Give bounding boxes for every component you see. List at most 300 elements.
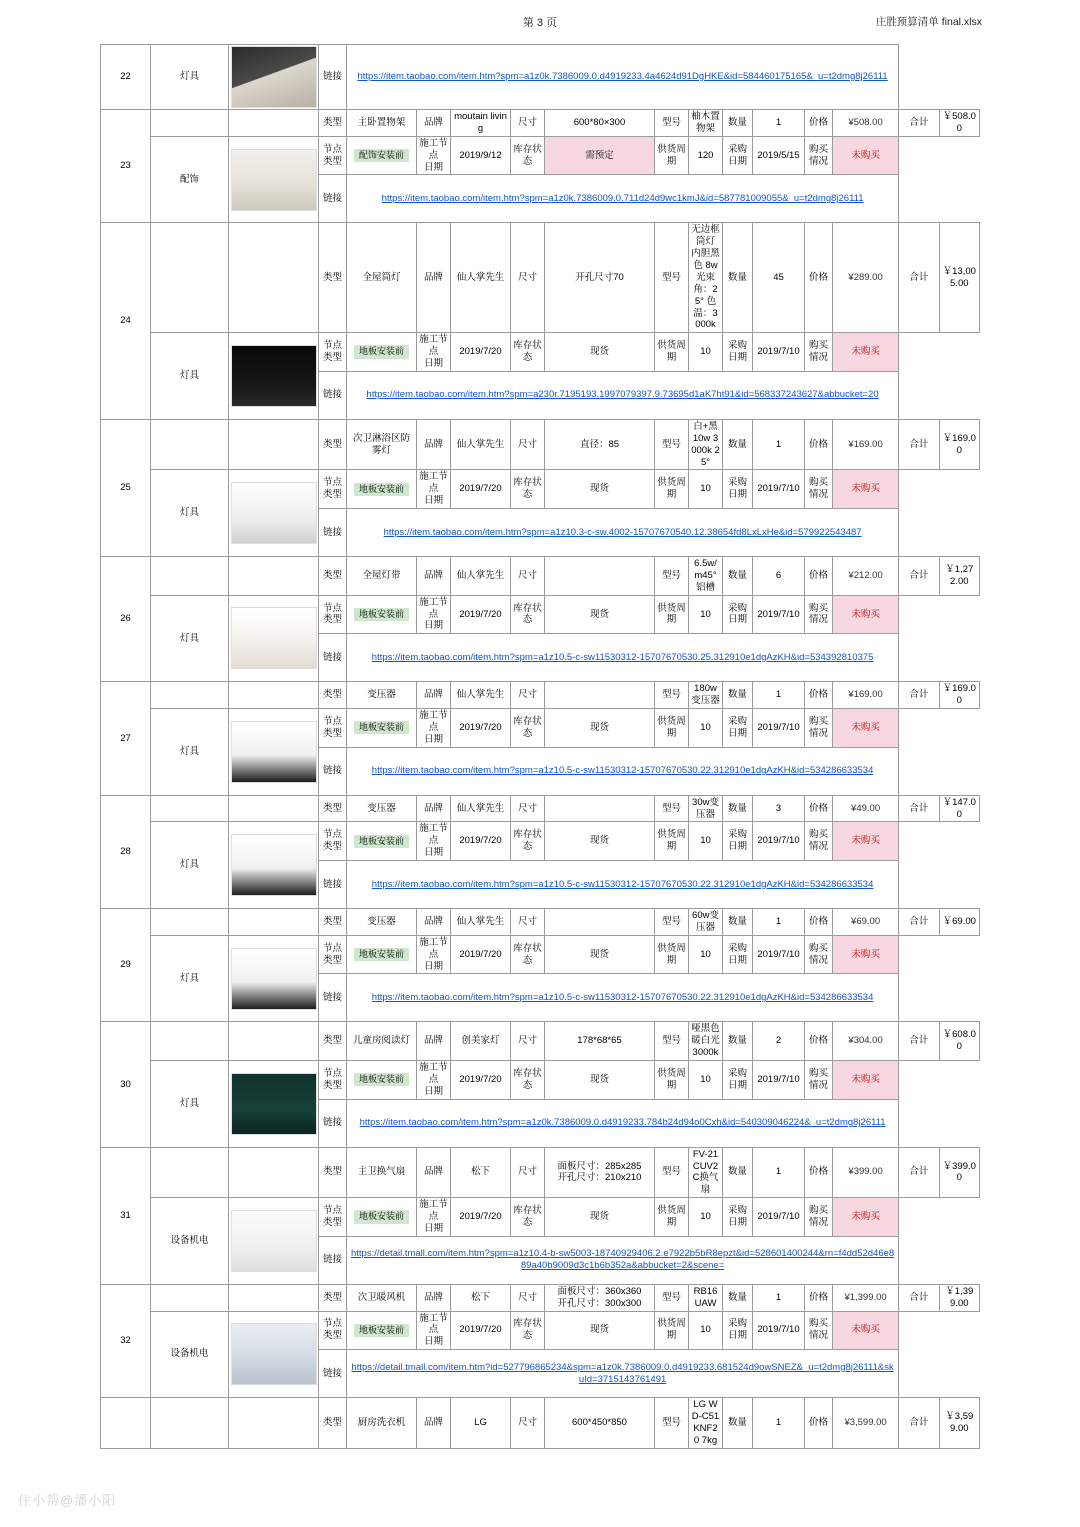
value-qty: 3 bbox=[753, 795, 805, 822]
label-brand: 品牌 bbox=[417, 110, 451, 137]
label-construction-date: 施工节点 日期 bbox=[417, 822, 451, 861]
product-thumbnail bbox=[231, 482, 317, 544]
row-category: 灯具 bbox=[151, 333, 229, 420]
value-supply-cycle: 10 bbox=[689, 822, 723, 861]
row-image-spacer bbox=[229, 909, 319, 936]
label-model: 型号 bbox=[655, 1147, 689, 1198]
value-supply-cycle: 10 bbox=[689, 1311, 723, 1350]
value-price: ¥169.00 bbox=[833, 682, 899, 709]
value-size: 600*450*850 bbox=[545, 1398, 655, 1449]
row-type-head bbox=[151, 795, 229, 822]
value-total: ￥169.00 bbox=[939, 682, 979, 709]
row-image-spacer bbox=[229, 795, 319, 822]
label-supply-cycle: 供货周期 bbox=[655, 822, 689, 861]
label-purchase-date: 采购日期 bbox=[723, 333, 753, 372]
value-model: 6.5w/m45°铝槽 bbox=[689, 557, 723, 596]
value-model: LG WD-C51KNF20 7kg bbox=[689, 1398, 723, 1449]
value-size bbox=[545, 795, 655, 822]
row-index: 22 bbox=[101, 45, 151, 110]
label-price: 价格 bbox=[805, 1022, 833, 1061]
value-model: FV-21CUV2C换气扇 bbox=[689, 1147, 723, 1198]
row-image bbox=[229, 1311, 319, 1398]
product-link[interactable]: https://detail.tmall.com/item.htm?spm=a1z10.4-b-sw5003-18740929406.2.e7922b5bR8epzt&id=528601400244&rn=f4dd52d46e889a40b9009d3c1b6b352a&abbucket=2&scene= bbox=[347, 1236, 899, 1284]
value-purchase-date: 2019/5/15 bbox=[753, 136, 805, 175]
label-node-type: 节点 类型 bbox=[319, 935, 347, 974]
label-purchase-date: 采购日期 bbox=[723, 935, 753, 974]
row-index: 23 bbox=[101, 110, 151, 223]
label-link: 链接 bbox=[319, 371, 347, 419]
value-purchase-status: 未购买 bbox=[833, 1198, 899, 1237]
value-supply-cycle: 10 bbox=[689, 470, 723, 509]
label-brand: 品牌 bbox=[417, 1284, 451, 1311]
value-purchase-status: 未购买 bbox=[833, 822, 899, 861]
value-price: ¥289.00 bbox=[833, 223, 899, 333]
label-model: 型号 bbox=[655, 419, 689, 470]
row-image bbox=[229, 1061, 319, 1148]
value-stock: 现货 bbox=[545, 1198, 655, 1237]
row-category bbox=[151, 1398, 229, 1449]
value-model: 柚木置物架 bbox=[689, 110, 723, 137]
label-price: 价格 bbox=[805, 682, 833, 709]
label-link: 链接 bbox=[319, 1350, 347, 1398]
value-construction-date: 2019/7/20 bbox=[451, 333, 511, 372]
row-image-spacer bbox=[229, 223, 319, 333]
row-index: 26 bbox=[101, 557, 151, 682]
value-model: 无边框筒灯 内胆黑色 8w 光束角：25° 色温：3000k bbox=[689, 223, 723, 333]
label-price: 价格 bbox=[805, 1284, 833, 1311]
row-type-head bbox=[151, 557, 229, 596]
row-image bbox=[229, 1198, 319, 1285]
label-purchase-date: 采购日期 bbox=[723, 1198, 753, 1237]
label-purchase-status: 购买情况 bbox=[805, 935, 833, 974]
value-total: ￥13,005.00 bbox=[939, 223, 979, 333]
value-price: ¥304.00 bbox=[833, 1022, 899, 1061]
row-image-spacer bbox=[229, 1147, 319, 1198]
value-stock: 现货 bbox=[545, 333, 655, 372]
table-row bbox=[101, 595, 980, 634]
value-supply-cycle: 120 bbox=[689, 136, 723, 175]
label-size: 尺寸 bbox=[511, 419, 545, 470]
row-type-head bbox=[151, 1022, 229, 1061]
label-total: 合计 bbox=[899, 419, 939, 470]
value-stock: 需预定 bbox=[545, 136, 655, 175]
product-link[interactable]: https://item.taobao.com/item.htm?spm=a1z10.5-c-sw11530312-15707670530.22.312910e1dgAzKH&id=534286633534 bbox=[347, 747, 899, 795]
label-brand: 品牌 bbox=[417, 1147, 451, 1198]
row-image bbox=[229, 45, 319, 110]
label-type: 类型 bbox=[319, 223, 347, 333]
value-size: 面板尺寸：285x285 开孔尺寸：210x210 bbox=[545, 1147, 655, 1198]
value-type: 变压器 bbox=[347, 909, 417, 936]
label-stock: 库存状态 bbox=[511, 709, 545, 748]
value-construction-date: 2019/9/12 bbox=[451, 136, 511, 175]
value-supply-cycle: 10 bbox=[689, 1198, 723, 1237]
product-link[interactable]: https://item.taobao.com/item.htm?spm=a1z10.5-c-sw11530312-15707670530.25.312910e1dgAzKH&id=534392810375 bbox=[347, 634, 899, 682]
label-purchase-status: 购买情况 bbox=[805, 1311, 833, 1350]
value-node-type bbox=[347, 935, 417, 974]
label-qty: 数量 bbox=[723, 557, 753, 596]
row-category: 设备机电 bbox=[151, 1311, 229, 1398]
label-brand: 品牌 bbox=[417, 909, 451, 936]
value-construction-date: 2019/7/20 bbox=[451, 470, 511, 509]
table-row bbox=[101, 223, 980, 333]
row-index: 25 bbox=[101, 419, 151, 556]
label-construction-date: 施工节点 日期 bbox=[417, 595, 451, 634]
value-size bbox=[545, 909, 655, 936]
value-qty: 1 bbox=[753, 1147, 805, 1198]
label-qty: 数量 bbox=[723, 909, 753, 936]
label-stock: 库存状态 bbox=[511, 1311, 545, 1350]
label-link: 链接 bbox=[319, 861, 347, 909]
row-index: 29 bbox=[101, 909, 151, 1022]
label-link: 链接 bbox=[319, 747, 347, 795]
label-total: 合计 bbox=[899, 223, 939, 333]
label-type: 类型 bbox=[319, 419, 347, 470]
product-link[interactable]: https://detail.tmall.com/item.htm?id=527796865234&spm=a1z0k.7386009.0.d4919233.681524d9owSNEZ&_u=t2dmg8j26111&skuId=3715143761491 bbox=[347, 1350, 899, 1398]
value-price: ¥1,399.00 bbox=[833, 1284, 899, 1311]
value-purchase-status: 未购买 bbox=[833, 935, 899, 974]
value-node-type bbox=[347, 595, 417, 634]
label-size: 尺寸 bbox=[511, 1284, 545, 1311]
table-row bbox=[101, 136, 980, 175]
node-type-tag: 地板安装前 bbox=[354, 835, 409, 848]
row-category: 灯具 bbox=[151, 45, 229, 110]
value-construction-date: 2019/7/20 bbox=[451, 1311, 511, 1350]
value-brand: moutain living bbox=[451, 110, 511, 137]
label-purchase-date: 采购日期 bbox=[723, 136, 753, 175]
value-purchase-date: 2019/7/10 bbox=[753, 709, 805, 748]
row-index: 32 bbox=[101, 1284, 151, 1397]
row-type-head bbox=[151, 682, 229, 709]
label-type: 类型 bbox=[319, 1284, 347, 1311]
label-stock: 库存状态 bbox=[511, 136, 545, 175]
label-qty: 数量 bbox=[723, 1284, 753, 1311]
row-image-spacer bbox=[229, 682, 319, 709]
value-purchase-date: 2019/7/10 bbox=[753, 935, 805, 974]
product-link[interactable]: https://item.taobao.com/item.htm?spm=a1z0k.7386009.0.d4919233.4a4624d91DgHKE&id=584460175165&_u=t2dmg8j26111 bbox=[347, 45, 899, 110]
row-type-head bbox=[151, 110, 229, 137]
table-row bbox=[101, 110, 980, 137]
label-type: 类型 bbox=[319, 557, 347, 596]
row-image-spacer bbox=[229, 110, 319, 137]
table-row bbox=[101, 1198, 980, 1237]
value-type: 全屋筒灯 bbox=[347, 223, 417, 333]
value-total: ￥69.00 bbox=[939, 909, 979, 936]
value-purchase-date: 2019/7/10 bbox=[753, 470, 805, 509]
value-type: 全屋灯带 bbox=[347, 557, 417, 596]
label-model: 型号 bbox=[655, 1022, 689, 1061]
row-category: 灯具 bbox=[151, 470, 229, 557]
value-qty: 2 bbox=[753, 1022, 805, 1061]
value-construction-date: 2019/7/20 bbox=[451, 709, 511, 748]
label-supply-cycle: 供货周期 bbox=[655, 935, 689, 974]
value-qty: 1 bbox=[753, 1284, 805, 1311]
table-row bbox=[101, 333, 980, 372]
value-type: 儿童房阅读灯 bbox=[347, 1022, 417, 1061]
label-price: 价格 bbox=[805, 1398, 833, 1449]
label-purchase-date: 采购日期 bbox=[723, 709, 753, 748]
label-total: 合计 bbox=[899, 557, 939, 596]
row-category: 灯具 bbox=[151, 1061, 229, 1148]
product-thumbnail bbox=[231, 1323, 317, 1385]
value-node-type bbox=[347, 333, 417, 372]
label-link: 链接 bbox=[319, 634, 347, 682]
value-size: 面板尺寸：360x360 开孔尺寸：300x300 bbox=[545, 1284, 655, 1311]
label-node-type: 节点 类型 bbox=[319, 1061, 347, 1100]
label-link: 链接 bbox=[319, 1099, 347, 1147]
table-row bbox=[101, 1398, 980, 1449]
label-stock: 库存状态 bbox=[511, 595, 545, 634]
value-purchase-status: 未购买 bbox=[833, 470, 899, 509]
label-model: 型号 bbox=[655, 223, 689, 333]
label-construction-date: 施工节点 日期 bbox=[417, 136, 451, 175]
label-construction-date: 施工节点 日期 bbox=[417, 935, 451, 974]
label-size: 尺寸 bbox=[511, 1398, 545, 1449]
value-construction-date: 2019/7/20 bbox=[451, 1198, 511, 1237]
value-node-type bbox=[347, 1198, 417, 1237]
label-link: 链接 bbox=[319, 45, 347, 110]
value-qty: 6 bbox=[753, 557, 805, 596]
label-size: 尺寸 bbox=[511, 909, 545, 936]
label-price: 价格 bbox=[805, 909, 833, 936]
product-link[interactable]: https://item.taobao.com/item.htm?spm=a1z10.3-c-sw.4002-15707670540.12.38654fd8LxLxHe&id=579922543487 bbox=[347, 509, 899, 557]
value-type: 变压器 bbox=[347, 795, 417, 822]
value-size: 600*80×300 bbox=[545, 110, 655, 137]
label-stock: 库存状态 bbox=[511, 470, 545, 509]
value-size: 开孔尺寸70 bbox=[545, 223, 655, 333]
value-purchase-date: 2019/7/10 bbox=[753, 822, 805, 861]
table-row bbox=[101, 1061, 980, 1100]
label-size: 尺寸 bbox=[511, 1147, 545, 1198]
row-type-head bbox=[151, 909, 229, 936]
value-price: ¥399.00 bbox=[833, 1147, 899, 1198]
product-thumbnail bbox=[231, 345, 317, 407]
value-size bbox=[545, 682, 655, 709]
value-stock: 现货 bbox=[545, 935, 655, 974]
label-node-type: 节点 类型 bbox=[319, 470, 347, 509]
row-type-head bbox=[151, 1284, 229, 1311]
table-row bbox=[101, 935, 980, 974]
label-node-type: 节点 类型 bbox=[319, 136, 347, 175]
label-type: 类型 bbox=[319, 795, 347, 822]
row-index: 27 bbox=[101, 682, 151, 795]
label-model: 型号 bbox=[655, 557, 689, 596]
product-link[interactable]: https://item.taobao.com/item.htm?spm=a1z0k.7386009.0.711d24d9wc1kmJ&id=587781009055&_u=t2dmg8j26111 bbox=[347, 175, 899, 223]
page-header bbox=[0, 0, 1080, 44]
product-link[interactable]: https://item.taobao.com/item.htm?spm=a1z0k.7386009.0.d4919233.784b24d94o0Cxh&id=540309046224&_u=t2dmg8j26111 bbox=[347, 1099, 899, 1147]
label-qty: 数量 bbox=[723, 682, 753, 709]
label-link: 链接 bbox=[319, 974, 347, 1022]
row-index: 28 bbox=[101, 795, 151, 908]
value-construction-date: 2019/7/20 bbox=[451, 595, 511, 634]
table-row bbox=[101, 682, 980, 709]
value-brand: 仙人掌先生 bbox=[451, 682, 511, 709]
value-construction-date: 2019/7/20 bbox=[451, 822, 511, 861]
value-brand: 仙人掌先生 bbox=[451, 909, 511, 936]
value-node-type bbox=[347, 822, 417, 861]
row-category: 配饰 bbox=[151, 136, 229, 223]
label-size: 尺寸 bbox=[511, 110, 545, 137]
table-row bbox=[101, 1022, 980, 1061]
label-supply-cycle: 供货周期 bbox=[655, 1198, 689, 1237]
value-brand: LG bbox=[451, 1398, 511, 1449]
label-total: 合计 bbox=[899, 682, 939, 709]
label-supply-cycle: 供货周期 bbox=[655, 333, 689, 372]
row-image bbox=[229, 470, 319, 557]
value-brand: 仙人掌先生 bbox=[451, 795, 511, 822]
value-total: ￥1,272.00 bbox=[939, 557, 979, 596]
label-purchase-status: 购买情况 bbox=[805, 470, 833, 509]
product-link[interactable]: https://item.taobao.com/item.htm?spm=a1z10.5-c-sw11530312-15707670530.22.312910e1dgAzKH&id=534286633534 bbox=[347, 974, 899, 1022]
value-brand: 仙人掌先生 bbox=[451, 223, 511, 333]
label-stock: 库存状态 bbox=[511, 1061, 545, 1100]
value-brand: 仙人掌先生 bbox=[451, 557, 511, 596]
product-link[interactable]: https://item.taobao.com/item.htm?spm=a230r.7195193.1997079397.9.73695d1aK7ht91&id=568337243627&abbucket=20 bbox=[347, 371, 899, 419]
node-type-tag: 配饰安装前 bbox=[354, 149, 409, 162]
product-thumbnail bbox=[231, 948, 317, 1010]
value-type: 次卫暖风机 bbox=[347, 1284, 417, 1311]
label-brand: 品牌 bbox=[417, 223, 451, 333]
row-image bbox=[229, 333, 319, 420]
row-image bbox=[229, 1398, 319, 1449]
value-purchase-date: 2019/7/10 bbox=[753, 1061, 805, 1100]
label-model: 型号 bbox=[655, 909, 689, 936]
row-category: 灯具 bbox=[151, 709, 229, 796]
value-purchase-status: 未购买 bbox=[833, 136, 899, 175]
value-stock: 现货 bbox=[545, 1061, 655, 1100]
value-purchase-date: 2019/7/10 bbox=[753, 1311, 805, 1350]
label-purchase-status: 购买情况 bbox=[805, 709, 833, 748]
row-image bbox=[229, 822, 319, 909]
value-supply-cycle: 10 bbox=[689, 1061, 723, 1100]
table-row bbox=[101, 1147, 980, 1198]
value-purchase-status: 未购买 bbox=[833, 1311, 899, 1350]
label-type: 类型 bbox=[319, 1147, 347, 1198]
value-purchase-status: 未购买 bbox=[833, 595, 899, 634]
table-row bbox=[101, 822, 980, 861]
label-supply-cycle: 供货周期 bbox=[655, 1311, 689, 1350]
row-index: 31 bbox=[101, 1147, 151, 1284]
label-size: 尺寸 bbox=[511, 223, 545, 333]
value-purchase-date: 2019/7/10 bbox=[753, 333, 805, 372]
label-node-type: 节点 类型 bbox=[319, 1311, 347, 1350]
label-total: 合计 bbox=[899, 1022, 939, 1061]
value-purchase-status: 未购买 bbox=[833, 1061, 899, 1100]
row-category: 灯具 bbox=[151, 935, 229, 1022]
node-type-tag: 地板安装前 bbox=[354, 1210, 409, 1223]
label-total: 合计 bbox=[899, 795, 939, 822]
label-purchase-date: 采购日期 bbox=[723, 595, 753, 634]
row-type-head bbox=[151, 419, 229, 470]
label-construction-date: 施工节点 日期 bbox=[417, 470, 451, 509]
row-image-spacer bbox=[229, 557, 319, 596]
label-size: 尺寸 bbox=[511, 682, 545, 709]
label-brand: 品牌 bbox=[417, 1398, 451, 1449]
value-supply-cycle: 10 bbox=[689, 709, 723, 748]
label-link: 链接 bbox=[319, 175, 347, 223]
value-purchase-date: 2019/7/10 bbox=[753, 1198, 805, 1237]
value-type: 主卫换气扇 bbox=[347, 1147, 417, 1198]
table-row bbox=[101, 709, 980, 748]
label-model: 型号 bbox=[655, 110, 689, 137]
node-type-tag: 地板安装前 bbox=[354, 483, 409, 496]
value-total: ￥399.00 bbox=[939, 1147, 979, 1198]
row-image-spacer bbox=[229, 1284, 319, 1311]
node-type-tag: 地板安装前 bbox=[354, 948, 409, 961]
value-model: 哑黑色 暖白光3000k bbox=[689, 1022, 723, 1061]
label-node-type: 节点 类型 bbox=[319, 709, 347, 748]
label-price: 价格 bbox=[805, 557, 833, 596]
table-row bbox=[101, 45, 980, 110]
value-price: ¥3,599.00 bbox=[833, 1398, 899, 1449]
label-purchase-status: 购买情况 bbox=[805, 1061, 833, 1100]
row-index: 30 bbox=[101, 1022, 151, 1147]
value-supply-cycle: 10 bbox=[689, 333, 723, 372]
label-qty: 数量 bbox=[723, 1398, 753, 1449]
label-purchase-date: 采购日期 bbox=[723, 1061, 753, 1100]
product-thumbnail bbox=[231, 607, 317, 669]
label-supply-cycle: 供货周期 bbox=[655, 136, 689, 175]
value-model: 180w变压器 bbox=[689, 682, 723, 709]
value-size: 直径：85 bbox=[545, 419, 655, 470]
value-type: 主卧置物架 bbox=[347, 110, 417, 137]
value-qty: 45 bbox=[753, 223, 805, 333]
label-size: 尺寸 bbox=[511, 1022, 545, 1061]
row-category: 灯具 bbox=[151, 595, 229, 682]
label-model: 型号 bbox=[655, 795, 689, 822]
value-qty: 1 bbox=[753, 682, 805, 709]
label-purchase-status: 购买情况 bbox=[805, 1198, 833, 1237]
file-name-label: 庄胜预算清单 final.xlsx bbox=[875, 16, 982, 28]
label-construction-date: 施工节点 日期 bbox=[417, 333, 451, 372]
table-row bbox=[101, 1311, 980, 1350]
label-total: 合计 bbox=[899, 909, 939, 936]
row-image bbox=[229, 709, 319, 796]
label-purchase-date: 采购日期 bbox=[723, 470, 753, 509]
product-link[interactable]: https://item.taobao.com/item.htm?spm=a1z10.5-c-sw11530312-15707670530.22.312910e1dgAzKH&id=534286633534 bbox=[347, 861, 899, 909]
value-model: 30w变压器 bbox=[689, 795, 723, 822]
table-row bbox=[101, 470, 980, 509]
label-stock: 库存状态 bbox=[511, 822, 545, 861]
value-model: 白+黑 10w 3000k 25° bbox=[689, 419, 723, 470]
label-purchase-status: 购买情况 bbox=[805, 136, 833, 175]
label-node-type: 节点 类型 bbox=[319, 333, 347, 372]
value-purchase-status: 未购买 bbox=[833, 709, 899, 748]
value-supply-cycle: 10 bbox=[689, 935, 723, 974]
product-thumbnail bbox=[231, 1210, 317, 1272]
row-category: 灯具 bbox=[151, 822, 229, 909]
value-total: ￥608.00 bbox=[939, 1022, 979, 1061]
value-brand: 仙人掌先生 bbox=[451, 419, 511, 470]
value-size bbox=[545, 557, 655, 596]
value-price: ¥49.00 bbox=[833, 795, 899, 822]
value-qty: 1 bbox=[753, 1398, 805, 1449]
value-qty: 1 bbox=[753, 110, 805, 137]
label-node-type: 节点 类型 bbox=[319, 595, 347, 634]
label-purchase-date: 采购日期 bbox=[723, 1311, 753, 1350]
value-total: ￥147.00 bbox=[939, 795, 979, 822]
value-brand: 创美家灯 bbox=[451, 1022, 511, 1061]
label-node-type: 节点 类型 bbox=[319, 822, 347, 861]
label-supply-cycle: 供货周期 bbox=[655, 1061, 689, 1100]
label-type: 类型 bbox=[319, 682, 347, 709]
label-price: 价格 bbox=[805, 223, 833, 333]
label-brand: 品牌 bbox=[417, 682, 451, 709]
value-type: 变压器 bbox=[347, 682, 417, 709]
label-model: 型号 bbox=[655, 682, 689, 709]
table-row bbox=[101, 1284, 980, 1311]
value-price: ¥69.00 bbox=[833, 909, 899, 936]
value-type: 次卫淋浴区防雾灯 bbox=[347, 419, 417, 470]
